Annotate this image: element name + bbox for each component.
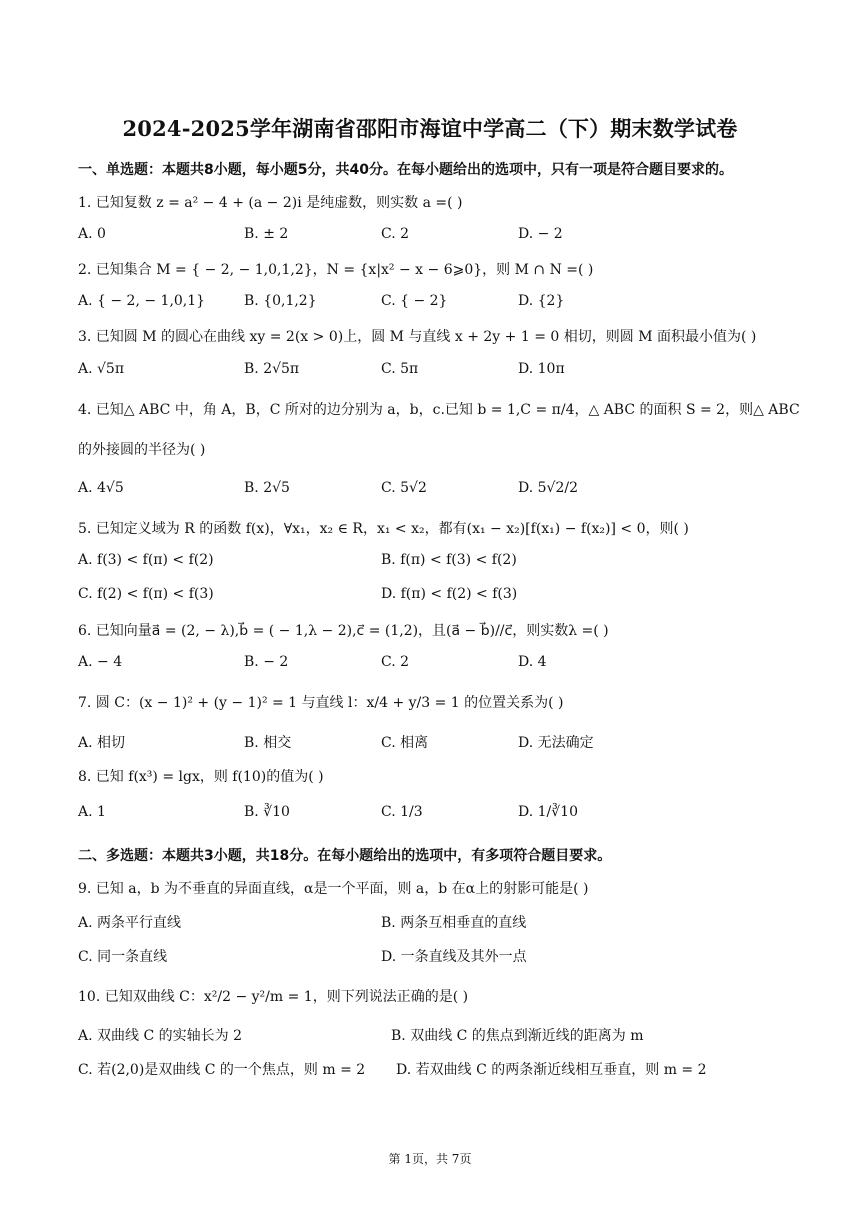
question-5-options-row-2 [78,586,798,608]
question-4-option-b: B. 2√5 [244,480,290,496]
question-10-option-d: D. 若双曲线 C 的两条渐近线相互垂直，则 m = 2 [396,1062,707,1078]
question-8-option-c: C. 1/3 [381,804,423,820]
question-2-stem: 2. 已知集合 M = { − 2, − 1,0,1,2}，N = {x|x² − x − 6⩾0}，则 M ∩ N =( ) [78,262,594,278]
question-5-option-b: B. f(π) < f(3) < f(2) [381,552,517,568]
question-6-option-c: C. 2 [381,654,410,670]
question-7-option-d: D. 无法确定 [518,735,594,751]
section-heading-single-choice: 一、单选题：本题共8小题，每小题5分，共40分。在每小题给出的选项中，只有一项是符合题目要求的。 [78,162,733,178]
question-5-option-d: D. f(π) < f(2) < f(3) [381,586,518,602]
question-9-option-d: D. 一条直线及其外一点 [381,949,527,965]
question-3-option-b: B. 2√5π [244,361,300,377]
question-9-option-c: C. 同一条直线 [78,949,168,965]
question-3-option-a: A. √5π [78,361,125,377]
question-9-option-a: A. 两条平行直线 [78,915,182,931]
question-9-options-row-1 [78,912,798,934]
question-9-options-row-2 [78,946,798,968]
question-2-option-a: A. { − 2, − 1,0,1} [78,293,206,309]
question-10-options-row-1 [78,1025,798,1047]
question-8-option-b: B. ∛10 [244,804,290,820]
question-6-options [78,654,798,676]
question-7-option-a: A. 相切 [78,735,126,751]
question-7-option-c: C. 相离 [381,735,429,751]
question-10-options-row-2 [78,1059,798,1081]
question-10-stem: 10. 已知双曲线 C：x²/2 − y²/m = 1，则下列说法正确的是( ) [78,989,469,1005]
question-1-stem: 1. 已知复数 z = a² − 4 + (a − 2)i 是纯虚数，则实数 a =( ) [78,195,463,211]
question-4-stem-continued: 的外接圆的半径为( ) [78,442,206,458]
question-9-option-b: B. 两条互相垂直的直线 [381,915,527,931]
question-10-option-a: A. 双曲线 C 的实轴长为 2 [78,1028,242,1044]
question-8-option-a: A. 1 [78,804,106,820]
question-6-option-d: D. 4 [518,654,547,670]
section-heading-multiple-choice: 二、多选题：本题共3小题，共18分。在每小题给出的选项中，有多项符合题目要求。 [78,848,612,864]
question-10-option-b: B. 双曲线 C 的焦点到渐近线的距离为 m [391,1028,644,1044]
question-4-options [78,480,798,502]
question-3-option-d: D. 10π [518,361,565,377]
question-7-option-b: B. 相交 [244,735,292,751]
question-4-stem: 4. 已知△ ABC 中，角 A，B，C 所对的边分别为 a，b，c.已知 b = 1,C = π/4，△ ABC 的面积 S = 2，则△ ABC [78,402,800,418]
page-title: 2024-2025学年湖南省邵阳市海谊中学高二（下）期末数学试卷 [122,116,738,141]
question-4-option-c: C. 5√2 [381,480,427,496]
question-5-stem: 5. 已知定义域为 R 的函数 f(x)，∀x₁，x₂ ∈ R，x₁ < x₂，都有(x₁ − x₂)[f(x₁) − f(x₂)] < 0，则( ) [78,521,689,537]
page-footer: 第 1页，共 7页 [388,1152,472,1166]
question-3-stem: 3. 已知圆 M 的圆心在曲线 xy = 2(x > 0)上，圆 M 与直线 x + 2y + 1 = 0 相切，则圆 M 面积最小值为( ) [78,329,757,345]
question-3-option-c: C. 5π [381,361,419,377]
question-6-option-a: A. − 4 [78,654,123,670]
question-2-option-c: C. { − 2} [381,293,448,309]
question-1-option-d: D. − 2 [518,226,563,242]
question-5-options-row-1 [78,552,798,574]
question-4-option-d: D. 5√2/2 [518,480,578,496]
question-6-option-b: B. − 2 [244,654,289,670]
question-5-option-c: C. f(2) < f(π) < f(3) [78,586,214,602]
question-1-option-c: C. 2 [381,226,410,242]
question-5-option-a: A. f(3) < f(π) < f(2) [78,552,214,568]
question-6-stem: 6. 已知向量a⃗ = (2, − λ),b⃗ = ( − 1,λ − 2),c⃗ = (1,2)，且(a⃗ − b⃗)//c⃗，则实数λ =( ) [78,623,609,639]
question-2-option-b: B. {0,1,2} [244,293,317,309]
question-8-stem: 8. 已知 f(x³) = lgx，则 f(10)的值为( ) [78,769,324,785]
question-8-options [78,804,798,826]
question-7-options [78,732,798,754]
question-1-option-a: A. 0 [78,226,106,242]
question-2-option-d: D. {2} [518,293,565,309]
question-3-options [78,361,798,383]
question-1-option-b: B. ± 2 [244,226,289,242]
question-8-option-d: D. 1/∛10 [518,804,578,820]
question-2-options [78,293,798,315]
question-7-stem: 7. 圆 C：(x − 1)² + (y − 1)² = 1 与直线 l：x/4 + y/3 = 1 的位置关系为( ) [78,695,564,711]
question-9-stem: 9. 已知 a，b 为不垂直的异面直线，α是一个平面，则 a，b 在α上的射影可能是( ) [78,881,589,897]
question-4-option-a: A. 4√5 [78,480,124,496]
question-1-options [78,226,798,248]
question-10-option-c: C. 若(2,0)是双曲线 C 的一个焦点，则 m = 2 [78,1062,366,1078]
